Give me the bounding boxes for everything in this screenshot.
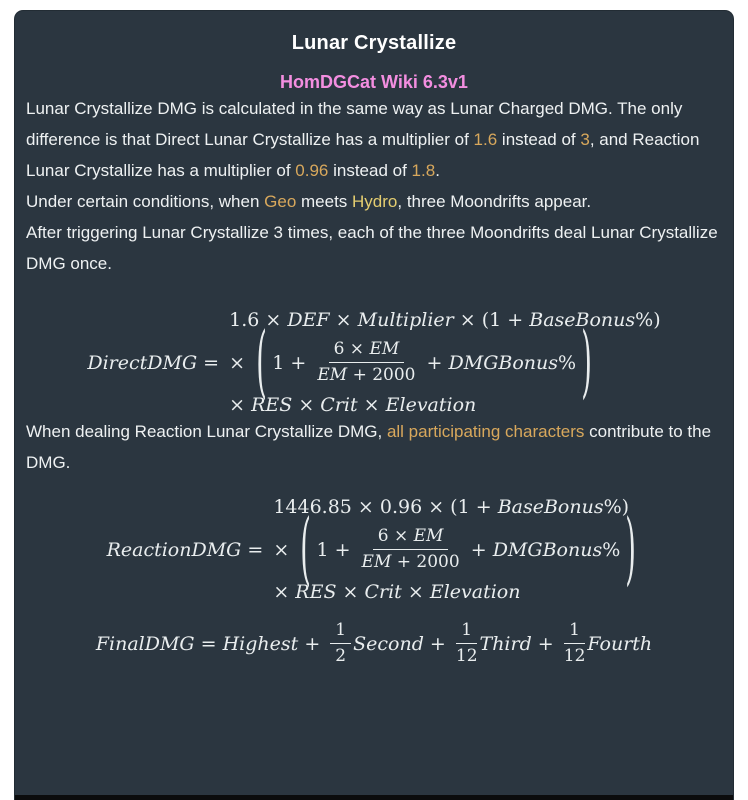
text-run: ReactionDMG	[106, 538, 242, 561]
text-run: BaseBonus	[529, 309, 636, 331]
text-run: instead of	[328, 161, 412, 180]
formula-reaction-inner-post	[465, 539, 621, 561]
fraction-denominator	[362, 550, 460, 574]
text-run: =	[241, 538, 264, 561]
close-paren: )	[625, 503, 637, 594]
text-run: Elevation	[429, 581, 521, 603]
text-run: 6 ×	[377, 526, 414, 546]
text-run: +	[423, 632, 452, 655]
fraction-numerator: 1	[330, 619, 351, 644]
highlight-hydro: Hydro	[352, 192, 398, 211]
formula-direct-lhs	[87, 352, 219, 374]
text-run: ×	[336, 581, 365, 603]
open-paren: (	[256, 316, 267, 407]
text-run: EM	[369, 339, 400, 359]
text-run: +	[531, 632, 560, 655]
text-run: ×	[357, 394, 386, 416]
paragraph-moondrifts	[26, 186, 722, 279]
text-run: +	[420, 351, 449, 374]
text-run: EM	[361, 552, 392, 572]
text-run: RES	[295, 581, 337, 603]
times-operator	[273, 539, 295, 561]
formula-direct-rhs	[229, 309, 661, 416]
text-run: RES	[251, 394, 293, 416]
text-run: EM	[413, 526, 444, 546]
text-run: Fourth	[587, 632, 653, 655]
text-run: .	[435, 161, 440, 180]
formula-final-seg3	[480, 633, 560, 655]
open-paren: (	[300, 503, 312, 594]
wiki-card	[14, 10, 734, 800]
text-run: =	[194, 632, 223, 655]
formula-reaction-line1	[273, 496, 629, 518]
paragraph-reaction	[26, 416, 722, 478]
text-run: + 2000	[347, 365, 416, 385]
paragraph-intro	[26, 93, 722, 186]
formula-direct-line1	[229, 309, 661, 331]
card-content	[15, 93, 733, 668]
formula-direct-dmg	[26, 309, 722, 416]
text-run: DMGBonus	[492, 538, 603, 561]
highlight-multiplier-reaction: 0.96	[295, 161, 329, 180]
text-run: ×	[229, 351, 252, 374]
formula-direct-inner-post	[421, 352, 577, 374]
text-run: +	[298, 632, 327, 655]
formula-reaction-rhs	[273, 496, 641, 603]
formula-reaction-lhs	[107, 539, 264, 561]
fraction-denominator	[317, 363, 415, 387]
text-run: Under certain conditions, when	[26, 192, 265, 211]
text-run: %)	[635, 309, 661, 331]
text-run: Second	[353, 632, 424, 655]
text-run: 1446.85 × 0.96 × (1 +	[273, 496, 498, 518]
text-run: ×	[292, 394, 321, 416]
text-run: 1 +	[316, 538, 357, 561]
page-title: Lunar Crystallize	[291, 32, 457, 54]
text-run: DEF	[287, 309, 330, 331]
text-run: 6 ×	[333, 339, 370, 359]
text-run: %	[602, 538, 621, 561]
formula-final-dmg	[26, 619, 722, 668]
text-run: ×	[229, 394, 252, 416]
wiki-version-link[interactable]: HomDGCat Wiki 6.3v1	[280, 72, 468, 92]
text-run: 1 +	[272, 351, 313, 374]
text-run: Third	[479, 632, 532, 655]
text-run: 1.6 ×	[229, 309, 288, 331]
twelfth-fraction	[456, 619, 478, 668]
text-run: ×	[329, 309, 358, 331]
formula-final-seg1	[96, 633, 326, 655]
text-run: × (1 +	[453, 309, 530, 331]
formula-final-seg4	[587, 633, 652, 655]
text-run: Crit	[320, 394, 358, 416]
text-run: Lunar Crystallize DMG is calculated in the same way as Lunar Charged DMG. The only difference is that Direct Lunar Crystallize has a multiplier of	[26, 99, 683, 149]
text-run: %)	[603, 496, 630, 518]
text-run: Multiplier	[357, 309, 454, 331]
formula-direct-inner-pre	[272, 352, 312, 374]
text-run: DirectDMG	[87, 351, 198, 374]
text-run: ×	[273, 538, 296, 561]
text-run: instead of	[497, 130, 581, 149]
text-run: %	[558, 351, 577, 374]
fraction-numerator	[329, 338, 405, 363]
text-run: Crit	[364, 581, 402, 603]
times-operator	[229, 352, 251, 374]
text-run: =	[197, 351, 220, 374]
text-run: BaseBonus	[497, 496, 604, 518]
em-fraction	[362, 525, 460, 574]
highlight-multiplier-charged-reaction: 1.8	[411, 161, 436, 180]
text-run: When dealing Reaction Lunar Crystallize DMG,	[26, 422, 387, 441]
fraction-denominator: 2	[335, 646, 347, 666]
text-run: Elevation	[385, 394, 477, 416]
text-run: + 2000	[391, 552, 460, 572]
highlight-geo: Geo	[264, 192, 297, 211]
highlight-multiplier-direct: 1.6	[473, 130, 498, 149]
text-run: Highest	[222, 632, 299, 655]
text-run: ×	[273, 581, 296, 603]
text-run: EM	[317, 365, 348, 385]
text-run: +	[464, 538, 493, 561]
text-run: DMGBonus	[448, 351, 558, 374]
fraction-denominator: 12	[563, 646, 586, 666]
text-run: , and Reaction Lunar Crystallize has a multiplier of	[26, 130, 700, 180]
fraction-denominator: 12	[455, 646, 478, 666]
formula-reaction-inner-pre	[316, 539, 356, 561]
text-run: ×	[401, 581, 430, 603]
next-section-edge	[15, 795, 733, 800]
highlight-participants: all participating characters	[386, 422, 585, 441]
fraction-numerator: 1	[564, 619, 585, 644]
half-fraction	[330, 619, 351, 668]
em-fraction	[317, 338, 415, 387]
formula-final-seg2	[353, 633, 452, 655]
close-paren: )	[581, 316, 592, 407]
text-run: contribute to the DMG.	[26, 422, 712, 472]
twelfth-fraction	[564, 619, 586, 668]
highlight-multiplier-charged: 3	[580, 130, 590, 149]
formula-reaction-dmg	[26, 496, 722, 603]
text-run: , three Moondrifts appear.	[397, 192, 592, 211]
fraction-numerator	[373, 525, 449, 550]
text-run: After triggering Lunar Crystallize 3 times, each of the three Moondrifts deal Lunar Crystallize DMG once.	[26, 223, 718, 273]
fraction-numerator: 1	[456, 619, 477, 644]
text-run: meets	[296, 192, 353, 211]
text-run: FinalDMG	[95, 632, 195, 655]
